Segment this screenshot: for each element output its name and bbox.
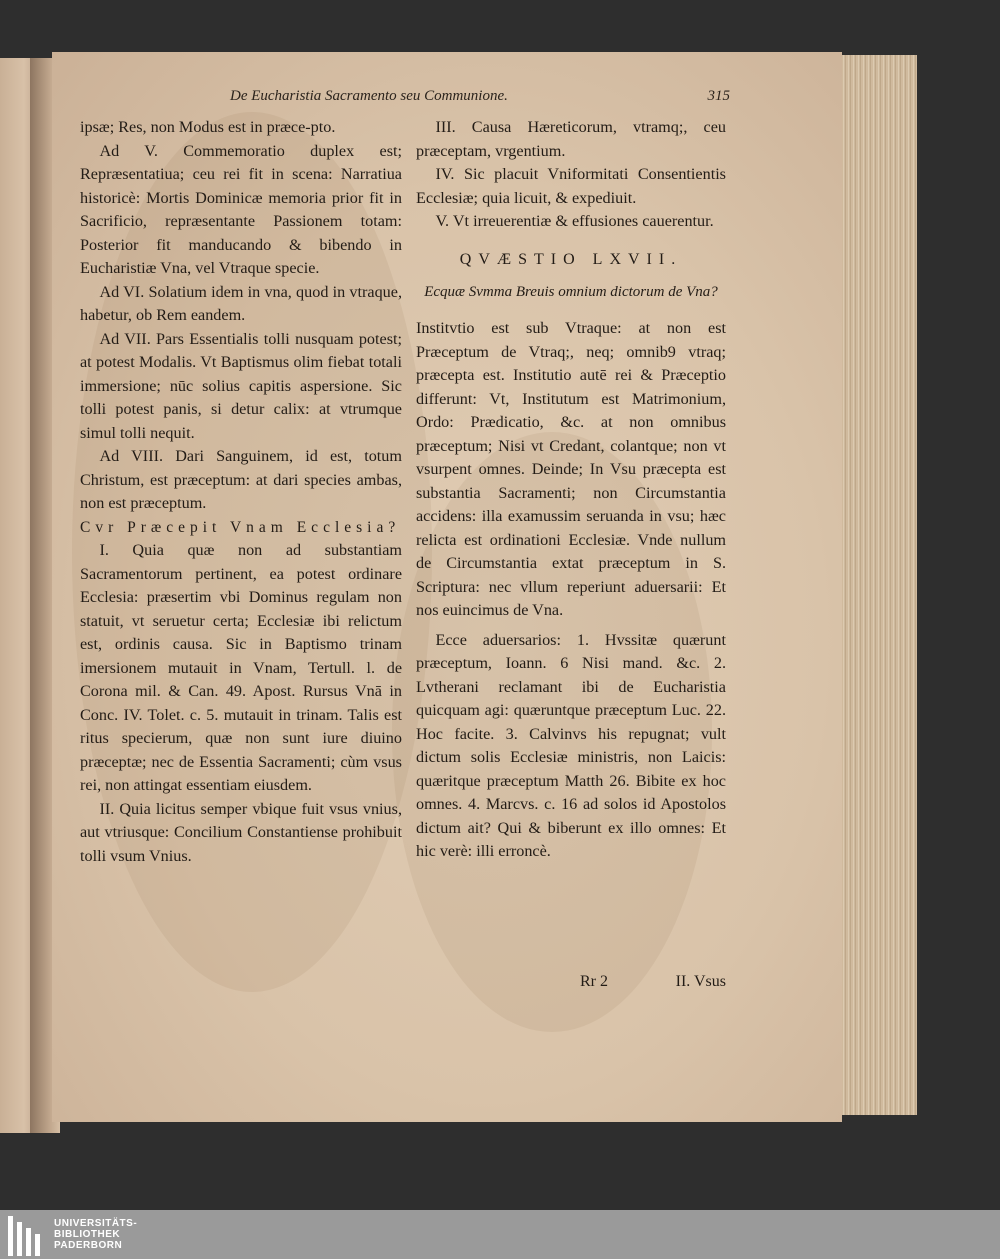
logo-line: UNIVERSITÄTS-: [54, 1218, 138, 1229]
paragraph: Ad VI. Solatium idem in vna, quod in vtraque, habetur, ob Rem eandem.: [80, 282, 402, 324]
question-subtitle: Ecquæ Svmma Breuis omnium dictorum de Vna?: [424, 284, 718, 300]
paragraph: Ad V. Commemoratio duplex est; Repræsentatiua; ceu rei fit in scena: Narratiua historicè: Mortis Dominicæ memoria prior fit in Sacrificio, repræsentante Passionem totam: Posterior fit manducando & bibendo in Eucharistiæ Vna, vel Vtraque specie.: [80, 141, 402, 277]
paragraph: ipsæ; Res, non Modus est in præce-pto.: [80, 118, 336, 136]
page-footer: [580, 973, 726, 991]
logo-line: BIBLIOTHEK: [54, 1229, 121, 1240]
paragraph: II. Quia licitus semper vbique fuit vsus vnius, aut vtriusque: Concilium Constantiense prohibuit tolli vsum Vnius.: [80, 799, 402, 865]
logo-line: PADERBORN: [54, 1240, 123, 1251]
paragraph: Ecce aduersarios: 1. Hvssitæ quærunt præceptum, Ioann. 6 Nisi mand. &c. 2. Lvtherani reclamant ibi de Eucharistia quicquam agi: quæruntque præceptum Luc. 22. Hoc facite. 3. Calvinvs his repugnat; vult dictum solis Ecclesiæ ministris, non Laicis: quæritque præceptum Matth 26. Bibite ex hoc omnes. 4. Marcvs. c. 16 ad solos id Apostolos dictum ait? Qui & biberunt ex illo omnes: Et hic verè: illi erroncè.: [416, 630, 726, 860]
paragraph: Institvtio est sub Vtraque: at non est Præceptum de Vtraq;, neq; omnib9 vtraq; præcepta est. Institutio autē rei & Præceptio differunt: Vt, Institutum est Matrimonium, Ordo: Prædicatio, &c. at non omnibus præceptum; Nisi vt Credant, colantque; non vt vsurpent omnes. Deinde; In Vsu præcepta est substantia Sacramenti; non Circumstantia accidens: illa examussim seruanda in vsu; hæc relicta est ordinationi Ecclesiæ. Vnde nullum de Circumstantia extat præceptum in S. Scriptura: nec vllum reperiunt aduersarii: Et nos euincimus de Vna.: [416, 319, 726, 619]
paragraph: Ad VIII. Dari Sanguinem, id est, totum Christum, est præceptum: at dari species ambas, non est præceptum.: [80, 447, 402, 512]
question-title: QVÆSTIO LXVII.: [459, 250, 683, 268]
paragraph: Ad VII. Pars Essentialis tolli nusquam potest; at potest Modalis. Vt Baptismus olim fiebat totali immersione; nūc solius capitis aspersione. Sic tolli potest panis, si detur calix: at vtrumque simul tolli nequit.: [80, 329, 402, 442]
signature-mark: Rr 2: [580, 973, 608, 990]
right-column: [416, 116, 726, 864]
paragraph: I. Quia quæ non ad substantiam Sacramentorum pertinent, ea potest ordinare Ecclesia: præsertim vbi Dominus regulam non statuit, vt seruetur certa; Ecclesiæ ibi relictum est, ordinis causa. Sic in Baptismo trinam imersionem mutauit in Vnam, Tertull. l. de Corona mil. & Can. 49. Apost. Rursus Vnā in Conc. IV. Tolet. c. 5. mutauit in trinam. Talis est ritus specierum, quæ non sunt iure diuino præceptæ; nec de Essentia Sacramenti; cùm vsus rei, non attingat essentiam eiusdem.: [80, 541, 402, 794]
left-column: [80, 116, 402, 868]
section-heading: Cvr Præcepit Vnam Ecclesia?: [80, 518, 401, 536]
paragraph: III. Causa Hæreticorum, vtramq;, ceu præceptam, vrgentium.: [416, 118, 726, 160]
library-logo-icon: [8, 1214, 46, 1256]
catchword: II. Vsus: [675, 973, 726, 990]
page-number: 315: [707, 88, 730, 104]
running-head: [230, 88, 730, 105]
running-head-title: De Eucharistia Sacramento seu Communione.: [230, 88, 508, 104]
paragraph: IV. Sic placuit Vniformitati Consentientis Ecclesiæ; quia licuit, & expediuit.: [416, 165, 726, 207]
library-logo-text: [54, 1218, 137, 1251]
paragraph: V. Vt irreuerentiæ & effusiones cauerentur.: [435, 212, 714, 230]
library-bar: [0, 1210, 1000, 1259]
